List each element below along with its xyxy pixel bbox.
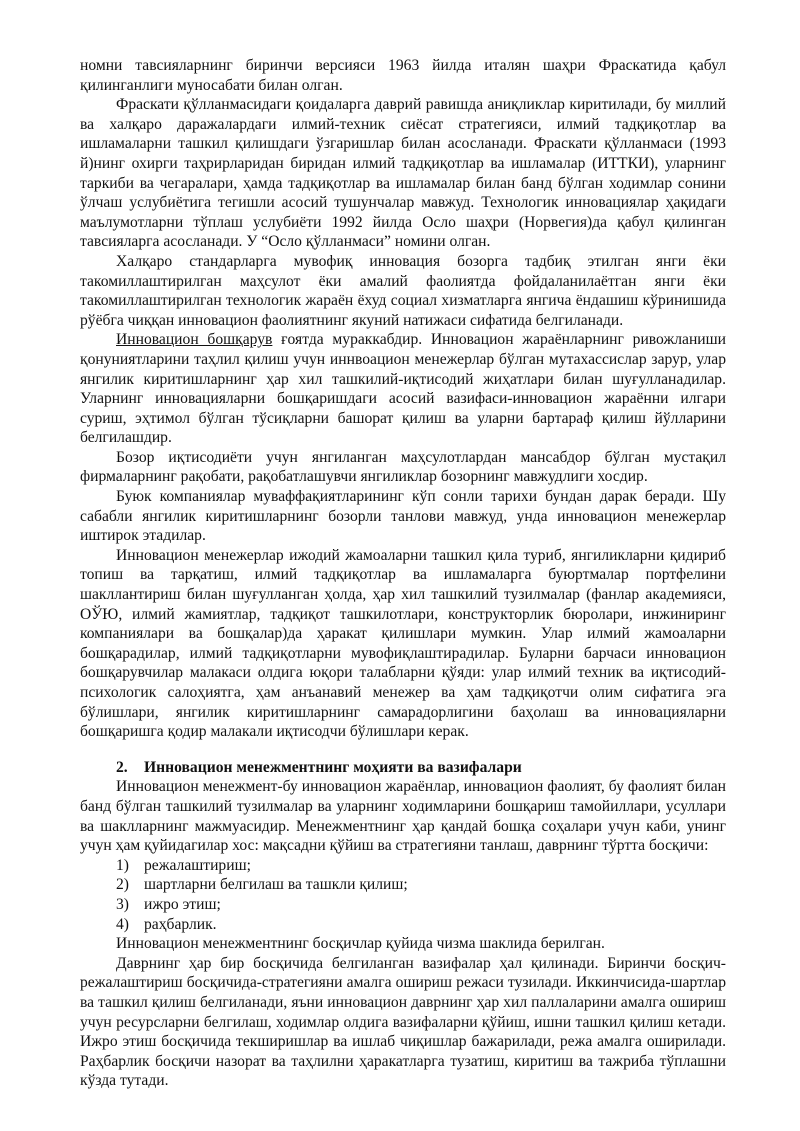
section-heading — [80, 758, 726, 778]
paragraph-cycle-stages: Даврнинг ҳар бир босқичида белгиланган вазифалар ҳал қилинади. Биринчи босқич-режалаштириш босқичида-стратегияни амалга ошириш режаси тузилади. Иккинчисида-шартлар ва ташкил қилиш белгиланади, яъни инновацион даврнинг ҳар хил паллаларини амалга ошириш учун ресурсларни белгилаш, ходимлар олдига вазифаларни қўйиш, ишни ташкил қилиш кетади. Ижро этиш босқичида текширишлар ва ишлаб чиқишлар бажарилади, режа амалга оширилади. Раҳбарлик босқичи назорат ва таҳлилни ҳаракатларга тузатиш, киритиш ва тажриба тўплашни кўзда тутади. — [80, 954, 726, 1090]
list-number: 3) — [116, 895, 129, 913]
paragraph-stages-diagram: Инновацион менежментнинг босқичлар қуйида чизма шаклида берилган. — [116, 935, 605, 953]
list-text: шартларни белгилаш ва ташкли қилиш; — [144, 876, 408, 894]
spacer — [80, 742, 726, 758]
section-number: 2. — [116, 758, 128, 776]
list-number: 4) — [116, 915, 129, 933]
underlined-term: Инновацион бошқарув — [116, 331, 273, 349]
list-number: 1) — [116, 856, 129, 874]
paragraph-market-economy: Бозор иқтисодиёти учун янгиланган маҳсулотлардан мансабдор бўлган мустақил фирмаларнинг рақобати, рақобатлашувчи янгиликлар бозорнинг мавжудлиги хосдир. — [80, 448, 726, 486]
list-item — [80, 875, 726, 895]
list-number: 2) — [116, 876, 129, 894]
list-text: режалаштириш; — [144, 856, 251, 874]
list-text: раҳбарлик. — [144, 915, 217, 933]
paragraph-frascati-manual: Фраскати қўлланмасидаги қоидаларга даврий равишда аниқликлар киритилади, бу миллий ва халқаро даражалардаги илмий-техник сиёсат стратегияси, илмий тадқиқотлар ва ишламаларни ташкил қилишдаги ўзгаришлар билан асосланади. Фраскати қўлланмаси (1993 й)нинг охирги таҳрирларидан биридан илмий тадқиқотлар ва ишламалар (ИТТКИ), уларнинг таркиби ва чегаралари, ҳамда тадқиқотлар ва ишламалар билан банд бўлган ходимлар сонини ўлчаш услубиётига тегишли асосий тушунчалар мавжуд. Технологик инновациялар ҳақидаги маълумотларни тўплаш услубиёти 1992 йилда Осло шаҳри (Норвегия)да қабул қилинган тавсияларга асосланади. У “Осло қўлланмаси” номини олган. — [80, 96, 726, 251]
paragraph-frascati-origin: номни тавсияларнинг биринчи версияси 1963 йилда италян шаҳри Фраскатида қабул қилинганлиги муносабати билан олган. — [80, 57, 726, 94]
section-title: Инновацион менежментнинг моҳияти ва вазифалари — [144, 758, 522, 776]
list-text: ижро этиш; — [144, 895, 221, 913]
paragraph-innovation-management — [80, 330, 726, 448]
list-item — [80, 915, 726, 935]
paragraph-big-companies: Буюк компаниялар муваффақиятларининг кўп сонли тарихи бундан дарак беради. Шу сабабли янгилик киритишларнинг бозорли танлови мавжуд, унда инновацион менежерлар иштирок этадилар. — [80, 488, 726, 545]
paragraph-text: ғоятда мураккабдир. Инновацион жараёнларнинг ривожланиши қонуниятларини таҳлил қилиш учун иннвоацион менежерлар бўлган мутахассислар зарур, улар янгилик киритишларнинг ҳар хил ташкилий-иқтисодий жиҳатлари билан шуғулланадилар. Уларнинг инновацияларни бошқаришдаги асосий вазифаси-инновацион жараённи илгари суриш, эҳтимол бўлган тўсиқларни башорат қилиш ва уларни бартараф қилиш йўлларини белгилашдир. — [80, 331, 726, 447]
paragraph-innovation-definition: Халқаро стандарларга мувофиқ инновация бозорга тадбиқ этилган янги ёки такомиллаштирилган маҳсулот ёки амалий фаолиятда фойдаланилаётган янги ёки такомиллаштирилган технологик жараён ёхуд социал хизматларга янгича ёндашиш кўринишида рўёбга чиққан инновацион фаолиятнинг якуний натижаси сифатида белгиланади. — [80, 252, 726, 329]
stages-list — [80, 856, 726, 934]
document-page — [80, 56, 726, 1091]
list-item — [80, 895, 726, 915]
paragraph-section-intro: Инновацион менежмент-бу инновацион жараёнлар, инновацион фаолият, бу фаолият билан банд бўлган ташкилий тузилмалар ва уларнинг ходимларини бошқариш тамойиллари, усуллари ва шаклларнинг мажмуасидир. Менежментнинг ҳар қандай бошқа соҳалари учун каби, унинг учун ҳам қуйидагилар хос: мақсадни қўйиш ва стратегияни танлаш, даврнинг тўртта босқичи: — [80, 778, 726, 855]
paragraph-innovation-managers: Инновацион менежерлар ижодий жамоаларни ташкил қила туриб, янгиликларни қидириб топиш ва тарқатиш, илмий тадқиқотлар ва ишламаларга буюртмалар портфелини шакллантириш билан шуғулланган ҳолда, ҳар хил ташкилий тузилмалар (фанлар академияси, ОЎЮ, илмий жамиятлар, тадқиқот ташкилотлари, конструкторлик бюролари, инжиниринг компаниялари ва бошқалар)да ҳаракат қилишлари мумкин. Улар илмий жамоаларни бошқарадилар, илмий тадқиқотларни мувофиқлаштирадилар. Буларни барчаси инновацион бошқарувчилар малакаси олдига юқори талабларни қўяди: улар илмий техник ва иқтисодий-психологик салоҳиятга, ҳам анъанавий менежер ва ҳам тадқиқотчи олим сифатига эга бўлишлари, янгилик киритишларнинг самарадорлигини баҳолаш ва инновацияларни бошқаришга қодир малакали иқтисодчи бўлишлари керак. — [80, 546, 726, 741]
list-item — [80, 856, 726, 876]
